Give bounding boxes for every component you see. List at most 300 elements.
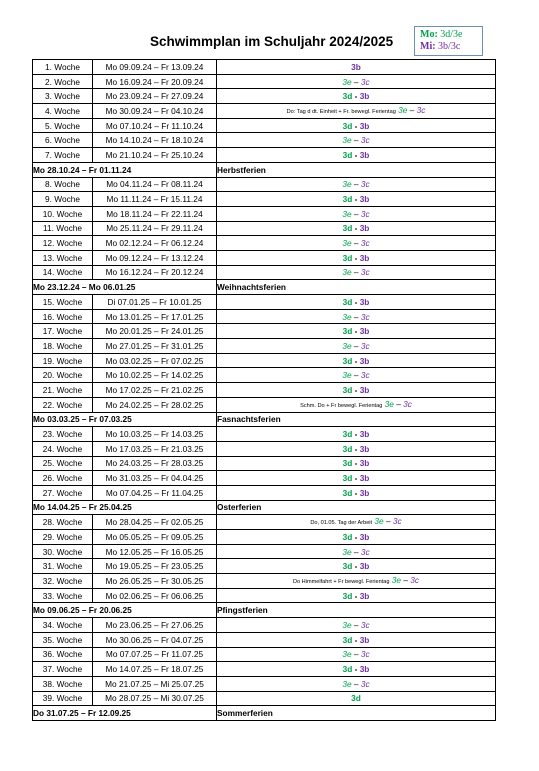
week-note: Do: Tag d dt. Einheit + Fr. bewegl. Ferientag [286, 108, 396, 115]
class-3e: 3e [342, 678, 352, 689]
schedule-body [33, 60, 496, 721]
table-row [33, 441, 496, 456]
week-number: 15. Woche [33, 295, 93, 310]
week-number: 24. Woche [33, 441, 93, 456]
week-number: 10. Woche [33, 206, 93, 221]
class-3d: 3d [342, 120, 353, 131]
class-assignment [217, 295, 496, 310]
class-3d: 3d [342, 194, 353, 205]
class-3c: 3c [360, 340, 370, 351]
holiday-name: Sommerferien [217, 706, 496, 721]
pair-separator: – [409, 104, 415, 115]
class-assignment [217, 515, 496, 530]
holiday-name: Weihnachtsferien [217, 280, 496, 295]
class-3b: 3b [359, 384, 370, 395]
class-3c: 3c [360, 678, 370, 689]
class-assignment [217, 368, 496, 383]
class-assignment [217, 192, 496, 207]
class-3e: 3e [391, 574, 402, 585]
class-assignment [217, 206, 496, 221]
pair-separator: - [354, 429, 358, 440]
week-number: 4. Woche [33, 104, 93, 119]
week-dates: Mo 11.11.24 – Fr 15.11.24 [93, 192, 217, 207]
week-dates: Mo 24.03.25 – Fr 28.03.25 [93, 456, 217, 471]
table-row [33, 515, 496, 530]
holiday-period: Mo 03.03.25 – Fr 07.03.25 [33, 412, 217, 427]
class-assignment [217, 133, 496, 148]
pair-separator: - [354, 384, 358, 395]
week-note: Schm. Do + Fr bewegl. Ferientag [300, 402, 383, 409]
week-number: 17. Woche [33, 324, 93, 339]
table-row [33, 383, 496, 398]
class-assignment [217, 618, 496, 633]
class-3c: 3c [360, 238, 370, 249]
pair-separator: - [354, 664, 358, 675]
week-number: 39. Woche [33, 691, 93, 706]
pair-separator: – [403, 574, 408, 585]
class-3e: 3e [342, 238, 352, 249]
class-3d: 3d [342, 252, 353, 263]
holiday-row [33, 500, 496, 515]
class-3d: 3d [351, 693, 361, 704]
week-note: Do, 01.05. Tag der Arbeit [310, 520, 373, 527]
table-row [33, 250, 496, 265]
class-3c: 3c [360, 135, 370, 146]
week-number: 5. Woche [33, 118, 93, 133]
class-3e: 3e [342, 311, 352, 322]
class-3c: 3c [360, 267, 370, 278]
table-row [33, 221, 496, 236]
class-3e: 3e [384, 398, 394, 409]
class-assignment [217, 530, 496, 545]
class-assignment [217, 118, 496, 133]
week-number: 11. Woche [33, 221, 93, 236]
class-assignment [217, 104, 496, 119]
class-3c: 3c [392, 516, 402, 527]
class-assignment [217, 691, 496, 706]
pair-separator: - [354, 561, 358, 572]
class-3d: 3d [342, 664, 353, 675]
holiday-name: Fasnachtsferien [217, 412, 496, 427]
week-dates: Mo 17.02.25 – Fr 21.02.25 [93, 383, 217, 398]
class-assignment [217, 427, 496, 442]
pair-separator: - [354, 355, 358, 366]
table-row [33, 574, 496, 589]
legend-mi-value: 3b/3c [438, 41, 461, 52]
week-number: 12. Woche [33, 236, 93, 251]
legend-mi-key: Mi: [420, 41, 436, 52]
class-assignment [217, 485, 496, 500]
week-dates: Mo 28.04.25 – Fr 02.05.25 [93, 515, 217, 530]
class-3d: 3d [342, 149, 353, 160]
class-assignment [217, 236, 496, 251]
table-row [33, 456, 496, 471]
class-3c: 3c [360, 546, 370, 557]
table-row [33, 324, 496, 339]
table-row [33, 427, 496, 442]
class-3b: 3b [359, 194, 370, 205]
pair-separator: - [354, 91, 358, 102]
class-3d: 3d [342, 531, 353, 542]
week-number: 20. Woche [33, 368, 93, 383]
table-row [33, 544, 496, 559]
class-3b: 3b [359, 355, 370, 366]
week-dates: Mo 31.03.25 – Fr 04.04.25 [93, 471, 217, 486]
class-3b: 3b [359, 531, 370, 542]
class-3d: 3d [342, 326, 353, 337]
class-3e: 3e [342, 76, 352, 87]
class-3e: 3e [342, 135, 352, 146]
class-3b: 3b [359, 120, 370, 131]
pair-separator: – [353, 619, 359, 630]
class-assignment [217, 632, 496, 647]
holiday-name: Herbstferien [217, 162, 496, 177]
pair-separator: – [385, 516, 391, 527]
class-3e: 3e [342, 340, 352, 351]
week-dates: Mo 21.07.25 – Mi 25.07.25 [93, 676, 217, 691]
class-3d: 3d [342, 487, 353, 498]
week-note: Do Himmelfahrt + Fr bewegl. Ferientag [292, 578, 390, 585]
week-dates: Mo 27.01.25 – Fr 31.01.25 [93, 339, 217, 354]
week-dates: Mo 03.02.25 – Fr 07.02.25 [93, 353, 217, 368]
class-3b: 3b [351, 61, 361, 72]
table-row [33, 148, 496, 163]
class-3c: 3c [360, 649, 370, 660]
pair-separator: – [353, 311, 359, 322]
week-number: 36. Woche [33, 647, 93, 662]
table-row [33, 339, 496, 354]
table-row [33, 104, 496, 119]
week-number: 7. Woche [33, 148, 93, 163]
table-row [33, 559, 496, 574]
class-3c: 3c [360, 619, 370, 630]
week-dates: Mo 05.05.25 – Fr 09.05.25 [93, 530, 217, 545]
week-dates: Mo 30.09.24 – Fr 04.10.24 [93, 104, 217, 119]
table-row [33, 353, 496, 368]
class-assignment [217, 441, 496, 456]
week-number: 35. Woche [33, 632, 93, 647]
pair-separator: - [354, 194, 358, 205]
table-row [33, 397, 496, 412]
class-assignment [217, 559, 496, 574]
week-dates: Mo 14.10.24 – Fr 18.10.24 [93, 133, 217, 148]
week-number: 28. Woche [33, 515, 93, 530]
pair-separator: – [353, 208, 359, 219]
class-3d: 3d [342, 561, 353, 572]
pair-separator: - [354, 634, 358, 645]
class-3b: 3b [359, 634, 370, 645]
class-3d: 3d [342, 296, 353, 307]
class-3c: 3c [360, 208, 370, 219]
week-dates: Mo 18.11.24 – Fr 22.11.24 [93, 206, 217, 221]
table-row [33, 295, 496, 310]
class-3d: 3d [342, 91, 353, 102]
week-dates: Mo 26.05.25 – Fr 30.05.25 [93, 574, 217, 589]
week-dates: Mo 02.06.25 – Fr 06.06.25 [93, 588, 217, 603]
class-3b: 3b [359, 223, 370, 234]
pair-separator: – [353, 135, 359, 146]
table-row [33, 133, 496, 148]
week-number: 6. Woche [33, 133, 93, 148]
class-3e: 3e [342, 267, 352, 278]
class-3c: 3c [416, 104, 426, 115]
week-dates: Mo 09.12.24 – Fr 13.12.24 [93, 250, 217, 265]
table-row [33, 485, 496, 500]
pair-separator: - [354, 120, 358, 131]
class-3d: 3d [342, 223, 353, 234]
week-dates: Mo 24.02.25 – Fr 28.02.25 [93, 397, 217, 412]
class-3d: 3d [342, 429, 353, 440]
week-number: 25. Woche [33, 456, 93, 471]
table-row [33, 471, 496, 486]
class-3d: 3d [342, 355, 353, 366]
table-row [33, 192, 496, 207]
table-row [33, 309, 496, 324]
pair-separator: - [354, 487, 358, 498]
class-3e: 3e [342, 208, 352, 219]
week-number: 19. Woche [33, 353, 93, 368]
table-row [33, 676, 496, 691]
pair-separator: - [354, 252, 358, 263]
class-assignment [217, 339, 496, 354]
class-assignment [217, 383, 496, 398]
class-3e: 3e [342, 179, 352, 190]
class-3b: 3b [359, 443, 370, 454]
swim-schedule-table [32, 59, 496, 721]
pair-separator: – [353, 179, 359, 190]
class-3d: 3d [342, 634, 353, 645]
class-assignment [217, 574, 496, 589]
week-dates: Mo 17.03.25 – Fr 21.03.25 [93, 441, 217, 456]
table-row [33, 618, 496, 633]
holiday-period: Mo 23.12.24 – Mo 06.01.25 [33, 280, 217, 295]
pair-separator: - [354, 590, 358, 601]
week-number: 23. Woche [33, 427, 93, 442]
class-assignment [217, 471, 496, 486]
week-number: 27. Woche [33, 485, 93, 500]
class-assignment [217, 456, 496, 471]
week-number: 31. Woche [33, 559, 93, 574]
table-row [33, 265, 496, 280]
legend-wednesday [420, 41, 482, 53]
class-assignment [217, 662, 496, 677]
week-dates: Mo 20.01.25 – Fr 24.01.25 [93, 324, 217, 339]
week-dates: Mo 12.05.25 – Fr 16.05.25 [93, 544, 217, 559]
week-dates: Mo 25.11.24 – Fr 29.11.24 [93, 221, 217, 236]
week-number: 16. Woche [33, 309, 93, 324]
class-assignment [217, 250, 496, 265]
class-assignment [217, 647, 496, 662]
class-3b: 3b [359, 149, 370, 160]
week-number: 14. Woche [33, 265, 93, 280]
class-assignment [217, 148, 496, 163]
holiday-period: Mo 09.06.25 – Fr 20.06.25 [33, 603, 217, 618]
week-dates: Mo 07.10.24 – Fr 11.10.24 [93, 118, 217, 133]
week-dates: Mo 21.10.24 – Fr 25.10.24 [93, 148, 217, 163]
week-dates: Mo 13.01.25 – Fr 17.01.25 [93, 309, 217, 324]
pair-separator: – [353, 546, 359, 557]
table-row [33, 74, 496, 89]
table-row [33, 632, 496, 647]
week-dates: Mo 16.09.24 – Fr 20.09.24 [93, 74, 217, 89]
week-number: 9. Woche [33, 192, 93, 207]
class-3d: 3d [342, 443, 353, 454]
class-3b: 3b [359, 473, 370, 484]
class-3d: 3d [342, 590, 353, 601]
class-assignment [217, 588, 496, 603]
week-number: 2. Woche [33, 74, 93, 89]
pair-separator: - [354, 531, 358, 542]
week-dates: Mo 10.03.25 – Fr 14.03.25 [93, 427, 217, 442]
pair-separator: – [353, 649, 359, 660]
table-row [33, 588, 496, 603]
holiday-row [33, 280, 496, 295]
week-dates: Mo 04.11.24 – Fr 08.11.24 [93, 177, 217, 192]
week-number: 8. Woche [33, 177, 93, 192]
class-assignment [217, 324, 496, 339]
class-assignment [217, 353, 496, 368]
legend-mo-value: 3d/3e [440, 29, 463, 40]
week-number: 30. Woche [33, 544, 93, 559]
holiday-row [33, 162, 496, 177]
class-3b: 3b [359, 458, 370, 469]
week-dates: Mo 07.04.25 – Fr 11.04.25 [93, 485, 217, 500]
class-assignment [217, 309, 496, 324]
class-3b: 3b [359, 326, 370, 337]
table-row [33, 691, 496, 706]
class-3d: 3d [342, 384, 353, 395]
pair-separator: - [354, 458, 358, 469]
table-row [33, 530, 496, 545]
week-number: 13. Woche [33, 250, 93, 265]
week-dates: Mo 19.05.25 – Fr 23.05.25 [93, 559, 217, 574]
class-3d: 3d [342, 473, 353, 484]
class-3b: 3b [359, 296, 370, 307]
week-dates: Mo 23.06.25 – Fr 27.06.25 [93, 618, 217, 633]
week-number: 38. Woche [33, 676, 93, 691]
week-number: 37. Woche [33, 662, 93, 677]
week-dates: Mo 28.07.25 – Mi 30.07.25 [93, 691, 217, 706]
pair-separator: – [353, 238, 359, 249]
holiday-row [33, 603, 496, 618]
week-number: 1. Woche [33, 60, 93, 75]
page-title: Schwimmplan im Schuljahr 2024/2025 [150, 34, 394, 49]
class-3e: 3e [342, 619, 352, 630]
class-assignment [217, 177, 496, 192]
week-number: 21. Woche [33, 383, 93, 398]
class-3e: 3e [398, 104, 408, 115]
pair-separator: – [353, 340, 359, 351]
table-row [33, 662, 496, 677]
table-row [33, 647, 496, 662]
pair-separator: – [353, 76, 359, 87]
class-3c: 3c [360, 179, 370, 190]
table-row [33, 236, 496, 251]
week-dates: Mo 07.07.25 – Fr 11.07.25 [93, 647, 217, 662]
table-row [33, 206, 496, 221]
class-assignment [217, 676, 496, 691]
week-dates: Mo 16.12.24 – Fr 20.12.24 [93, 265, 217, 280]
class-assignment [217, 89, 496, 104]
class-assignment [217, 221, 496, 236]
pair-separator: – [396, 398, 401, 409]
pair-separator: – [353, 370, 359, 381]
pair-separator: - [354, 326, 358, 337]
legend-mo-key: Mo: [420, 29, 438, 40]
pair-separator: - [354, 473, 358, 484]
pair-separator: – [353, 678, 359, 689]
week-dates: Mo 23.09.24 – Fr 27.09.24 [93, 89, 217, 104]
holiday-name: Osterferien [217, 500, 496, 515]
class-3b: 3b [359, 91, 370, 102]
holiday-row [33, 412, 496, 427]
class-assignment [217, 60, 496, 75]
class-3d: 3d [342, 458, 353, 469]
week-number: 18. Woche [33, 339, 93, 354]
pair-separator: - [354, 149, 358, 160]
week-number: 22. Woche [33, 397, 93, 412]
class-3b: 3b [359, 487, 370, 498]
class-3b: 3b [359, 429, 370, 440]
class-3c: 3c [360, 311, 370, 322]
week-dates: Di 07.01.25 – Fr 10.01.25 [93, 295, 217, 310]
week-dates: Mo 10.02.25 – Fr 14.02.25 [93, 368, 217, 383]
holiday-name: Pfingstferien [217, 603, 496, 618]
class-assignment [217, 265, 496, 280]
week-number: 33. Woche [33, 588, 93, 603]
class-3b: 3b [359, 561, 370, 572]
table-row [33, 89, 496, 104]
week-number: 32. Woche [33, 574, 93, 589]
week-number: 3. Woche [33, 89, 93, 104]
table-row [33, 118, 496, 133]
legend-monday [420, 29, 482, 41]
week-number: 26. Woche [33, 471, 93, 486]
class-assignment [217, 74, 496, 89]
class-3c: 3c [410, 574, 420, 585]
week-dates: Mo 30.06.25 – Fr 04.07.25 [93, 632, 217, 647]
holiday-period: Do 31.07.25 – Fr 12.09.25 [33, 706, 217, 721]
pair-separator: - [354, 296, 358, 307]
class-3b: 3b [359, 664, 370, 675]
pair-separator: - [354, 223, 358, 234]
class-assignment [217, 397, 496, 412]
holiday-row [33, 706, 496, 721]
class-3e: 3e [342, 649, 352, 660]
week-number: 34. Woche [33, 618, 93, 633]
week-dates: Mo 09.09.24 – Fr 13.09.24 [93, 60, 217, 75]
class-3c: 3c [360, 76, 370, 87]
class-3e: 3e [342, 546, 352, 557]
class-assignment [217, 544, 496, 559]
pair-separator: – [353, 267, 359, 278]
week-dates: Mo 02.12.24 – Fr 06.12.24 [93, 236, 217, 251]
class-3b: 3b [359, 252, 370, 263]
pair-separator: - [354, 443, 358, 454]
class-3c: 3c [403, 398, 412, 409]
week-dates: Mo 14.07.25 – Fr 18.07.25 [93, 662, 217, 677]
table-row [33, 60, 496, 75]
week-number: 29. Woche [33, 530, 93, 545]
class-3c: 3c [360, 370, 370, 381]
holiday-period: Mo 14.04.25 – Fr 25.04.25 [33, 500, 217, 515]
class-3b: 3b [359, 590, 370, 601]
class-3e: 3e [374, 516, 384, 527]
table-row [33, 177, 496, 192]
holiday-period: Mo 28.10.24 – Fr 01.11.24 [33, 162, 217, 177]
class-3e: 3e [342, 370, 352, 381]
legend-box [414, 26, 483, 56]
